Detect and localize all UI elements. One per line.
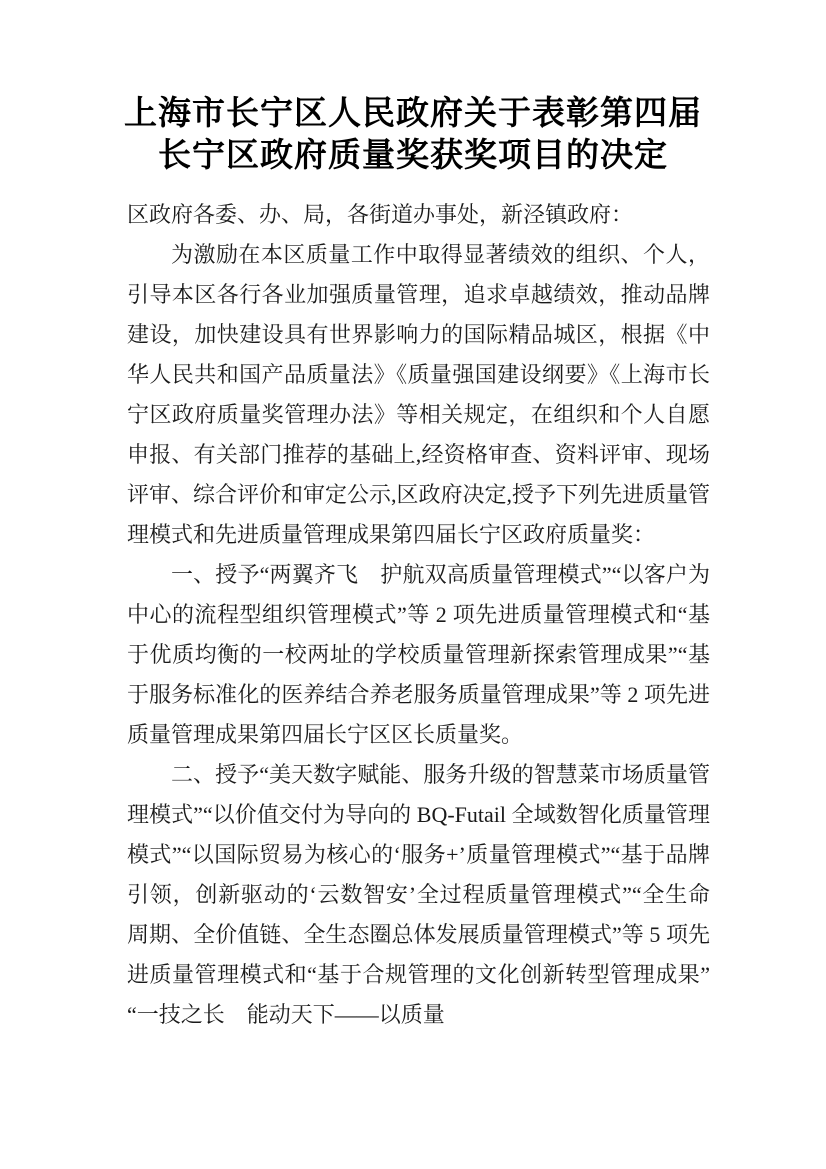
paragraph-intro: 为激励在本区质量工作中取得显著绩效的组织、个人，引导本区各行各业加强质量管理，追求卓越绩效，推动品牌建设，加快建设具有世界影响力的国际精品城区，根据《中华人民共和国产品质量法》《质量强国建设纲要》《上海市长宁区政府质量奖管理办法》等相关规定，在组织和个人自愿申报、有关部门推荐的基础上,经资格审查、资料评审、现场评审、综合评价和审定公示,区政府决定,授予下列先进质量管理模式和先进质量管理成果第四届长宁区政府质量奖： xyxy=(127,242,711,547)
document-title-line-1: 上海市长宁区人民政府关于表彰第四届 xyxy=(124,96,702,132)
salutation: 区政府各委、办、局，各街道办事处，新泾镇政府： xyxy=(127,202,634,227)
document-title-line-2: 长宁区政府质量奖获奖项目的决定 xyxy=(158,138,668,174)
document-title xyxy=(60,93,766,177)
document-body xyxy=(127,195,710,1035)
paragraph-award-item-2: 二、授予“美天数字赋能、服务升级的智慧菜市场质量管理模式”“以价值交付为导向的 BQ-Futail 全域数智化质量管理模式”“以国际贸易为核心的‘服务+’质量管理模式”“基于品牌引领，创新驱动的‘云数智安’全过程质量管理模式”“全生命周期、全价值链、全生态圈总体发展质量管理模式”等 5 项先进质量管理模式和“基于合规管理的文化创新转型管理成果”“一技之长 能动天下——以质量 xyxy=(127,762,710,1027)
paragraph-award-item-1: 一、授予“两翼齐飞 护航双高质量管理模式”“以客户为中心的流程型组织管理模式”等 2 项先进质量管理模式和“基于优质均衡的一校两址的学校质量管理新探索管理成果”“基于服务标准化的医养结合养老服务质量管理成果”等 2 项先进质量管理成果第四届长宁区区长质量奖。 xyxy=(127,562,710,747)
